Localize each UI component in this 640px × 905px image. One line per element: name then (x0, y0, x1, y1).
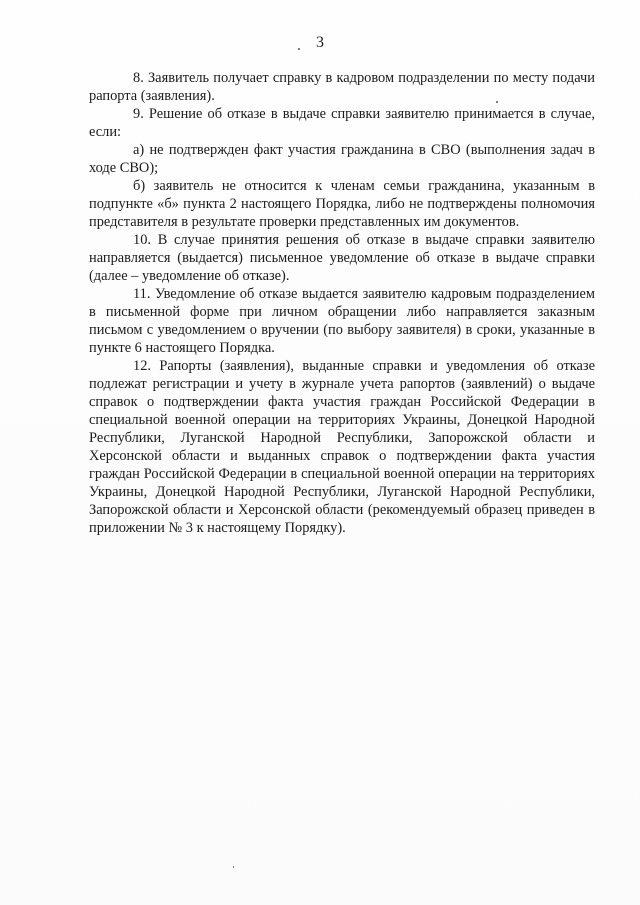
paragraph-9: 9. Решение об отказе в выдаче справки заявителю принимается в случае, если: (89, 106, 595, 140)
paragraph-9-a: а) не подтвержден факт участия гражданина в СВО (выполнения задач в ходе СВО); (89, 142, 595, 176)
page-number: 3 (316, 34, 324, 51)
paragraph-8: 8. Заявитель получает справку в кадровом подразделении по месту подачи рапорта (заявления). (89, 70, 595, 104)
paragraph-11: 11. Уведомление об отказе выдается заявителю кадровым подразделением в письменной форме при личном обращении либо направляется заказным письмом с уведомлением о вручении (по выбору заявителя) в сроки, указанные в пункте 6 настоящего Порядка. (89, 286, 595, 356)
document-body (89, 69, 595, 537)
scan-speck (298, 48, 300, 50)
paragraph-9-b: б) заявитель не относится к членам семьи гражданина, указанным в подпункте «б» пункта 2 настоящего Порядка, либо не подтверждены полномочия представителя в результате проверки представленных им документов. (89, 178, 595, 230)
paragraph-12: 12. Рапорты (заявления), выданные справки и уведомления об отказе подлежат регистрации и учету в журнале учета рапортов (заявлений) о выдаче справок о подтверждении факта участия граждан Российской Федерации в специальной военной операции на территориях Украины, Донецкой Народной Республики, Луганской Народной Республики, Запорожской области и Херсонской области и выданных справок о подтверждении факта участия граждан Российской Федерации в специальной военной операции на территориях Украины, Донецкой Народной Республики, Луганской Народной Республики, Запорожской области и Херсонской области (рекомендуемый образец приведен в приложении № 3 к настоящему Порядку). (89, 358, 595, 536)
scan-speck (233, 866, 234, 868)
scan-speck (496, 101, 498, 103)
paragraph-10: 10. В случае принятия решения об отказе в выдаче справки заявителю направляется (выдается) письменное уведомление об отказе в выдаче справки (далее – уведомление об отказе). (89, 232, 595, 284)
